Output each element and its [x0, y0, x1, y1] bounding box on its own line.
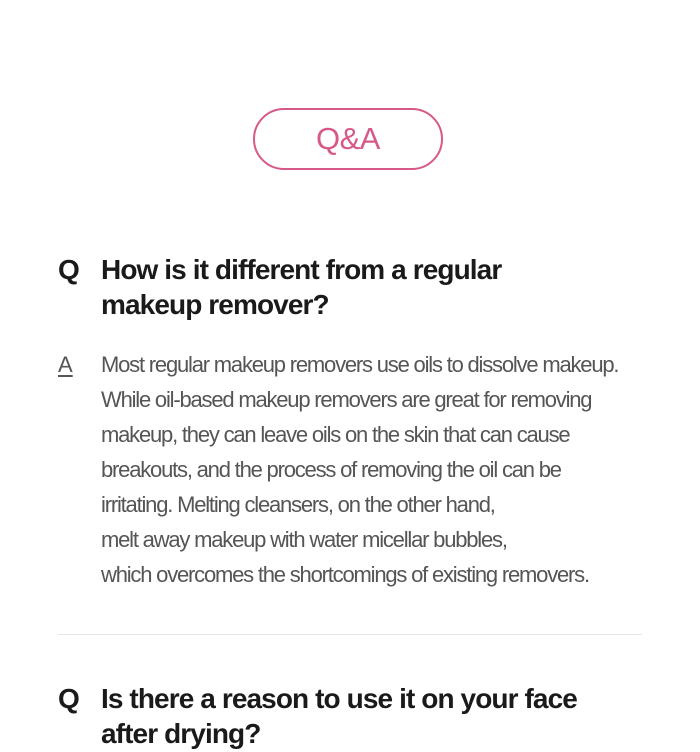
answer-line: which overcomes the shortcomings of existing removers.	[101, 562, 589, 587]
question-marker: Q	[58, 254, 80, 285]
answer-line: While oil-based makeup removers are great for removing	[101, 387, 592, 412]
faq-divider	[58, 634, 642, 635]
answer-line: irritating. Melting cleansers, on the other hand,	[101, 492, 495, 517]
faq-question	[58, 252, 658, 322]
answer-text	[101, 347, 618, 592]
question-line: How is it different from a regular	[101, 254, 502, 285]
question-text	[101, 681, 577, 751]
faq-question	[58, 681, 658, 751]
question-marker: Q	[58, 683, 80, 714]
faq-item	[58, 252, 658, 592]
question-line: after drying?	[101, 718, 261, 749]
answer-line: melt away makeup with water micellar bubbles,	[101, 527, 507, 552]
question-line: makeup remover?	[101, 289, 329, 320]
question-line: Is there a reason to use it on your face	[101, 683, 577, 714]
qa-section-badge: Q&A	[253, 108, 443, 170]
answer-line: breakouts, and the process of removing the oil can be	[101, 457, 561, 482]
answer-line: makeup, they can leave oils on the skin that can cause	[101, 422, 570, 447]
question-text	[101, 252, 501, 322]
faq-answer	[58, 347, 658, 592]
faq-item	[58, 681, 658, 751]
answer-line: Most regular makeup removers use oils to dissolve makeup.	[101, 352, 619, 377]
answer-marker: A	[58, 352, 73, 377]
